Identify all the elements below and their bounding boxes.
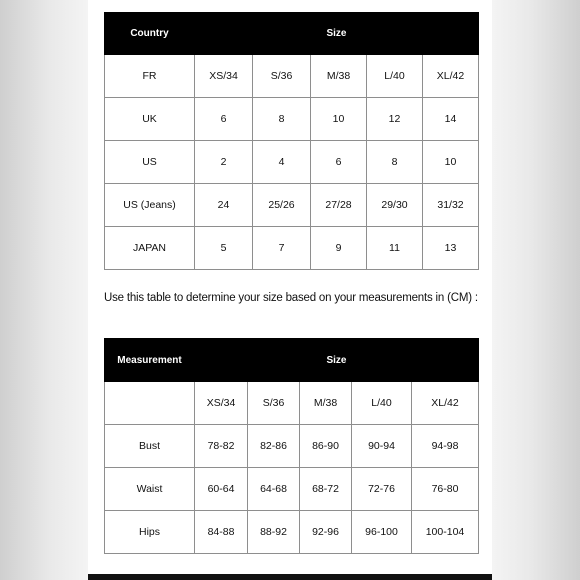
- table-cell: 90-94: [352, 425, 412, 468]
- table-cell: 6: [311, 141, 367, 184]
- table-cell: 14: [423, 98, 479, 141]
- table-row: [105, 184, 479, 227]
- row-label-bust: Bust: [105, 425, 195, 468]
- measurement-header: Measurement: [105, 339, 195, 382]
- table-row: [105, 141, 479, 184]
- table-cell: 64-68: [248, 468, 300, 511]
- table-row: [105, 227, 479, 270]
- table-cell: 12: [367, 98, 423, 141]
- table-cell: S/36: [253, 55, 311, 98]
- table-cell: 88-92: [248, 511, 300, 554]
- table-cell: 7: [253, 227, 311, 270]
- table-cell: 5: [195, 227, 253, 270]
- table-header-row: [105, 13, 479, 55]
- size-label: XL/42: [412, 382, 479, 425]
- table-cell: 72-76: [352, 468, 412, 511]
- country-size-table: [104, 12, 479, 270]
- country-header: Country: [105, 13, 195, 55]
- table-cell: 6: [195, 98, 253, 141]
- table-row: [105, 55, 479, 98]
- table-cell: 9: [311, 227, 367, 270]
- size-label: M/38: [300, 382, 352, 425]
- row-label-waist: Waist: [105, 468, 195, 511]
- table-row: [105, 468, 479, 511]
- table-cell: 60-64: [195, 468, 248, 511]
- table-cell: M/38: [311, 55, 367, 98]
- table-cell: 11: [367, 227, 423, 270]
- size-label: S/36: [248, 382, 300, 425]
- table-cell: 78-82: [195, 425, 248, 468]
- table-row: [105, 511, 479, 554]
- table-cell: 25/26: [253, 184, 311, 227]
- table-cell: 82-86: [248, 425, 300, 468]
- table-cell: 92-96: [300, 511, 352, 554]
- row-label-hips: Hips: [105, 511, 195, 554]
- size-label: L/40: [352, 382, 412, 425]
- empty-cell: [105, 382, 195, 425]
- size-header: Size: [195, 339, 479, 382]
- size-header: Size: [195, 13, 479, 55]
- table-cell: 4: [253, 141, 311, 184]
- table-row: [105, 98, 479, 141]
- table-cell: 76-80: [412, 468, 479, 511]
- table-cell: 100-104: [412, 511, 479, 554]
- table-cell: XS/34: [195, 55, 253, 98]
- table-cell: 8: [253, 98, 311, 141]
- row-label-fr: FR: [105, 55, 195, 98]
- table-header-row: [105, 339, 479, 382]
- bottom-edge-bar: [88, 574, 492, 580]
- size-label: XS/34: [195, 382, 248, 425]
- table-cell: 10: [423, 141, 479, 184]
- measurement-size-table: [104, 338, 479, 554]
- table-cell: L/40: [367, 55, 423, 98]
- row-label-us: US: [105, 141, 195, 184]
- row-label-japan: JAPAN: [105, 227, 195, 270]
- row-label-us-jeans: US (Jeans): [105, 184, 195, 227]
- table-cell: 68-72: [300, 468, 352, 511]
- table-cell: XL/42: [423, 55, 479, 98]
- table-cell: 13: [423, 227, 479, 270]
- table-cell: 10: [311, 98, 367, 141]
- table-cell: 8: [367, 141, 423, 184]
- table-cell: 24: [195, 184, 253, 227]
- table-cell: 29/30: [367, 184, 423, 227]
- size-label-row: [105, 382, 479, 425]
- table-cell: 96-100: [352, 511, 412, 554]
- table-cell: 84-88: [195, 511, 248, 554]
- table-cell: 27/28: [311, 184, 367, 227]
- row-label-uk: UK: [105, 98, 195, 141]
- table-cell: 31/32: [423, 184, 479, 227]
- measurement-instructions: Use this table to determine your size based on your measurements in (CM) :: [104, 292, 478, 304]
- table-cell: 86-90: [300, 425, 352, 468]
- table-row: [105, 425, 479, 468]
- table-cell: 2: [195, 141, 253, 184]
- table-cell: 94-98: [412, 425, 479, 468]
